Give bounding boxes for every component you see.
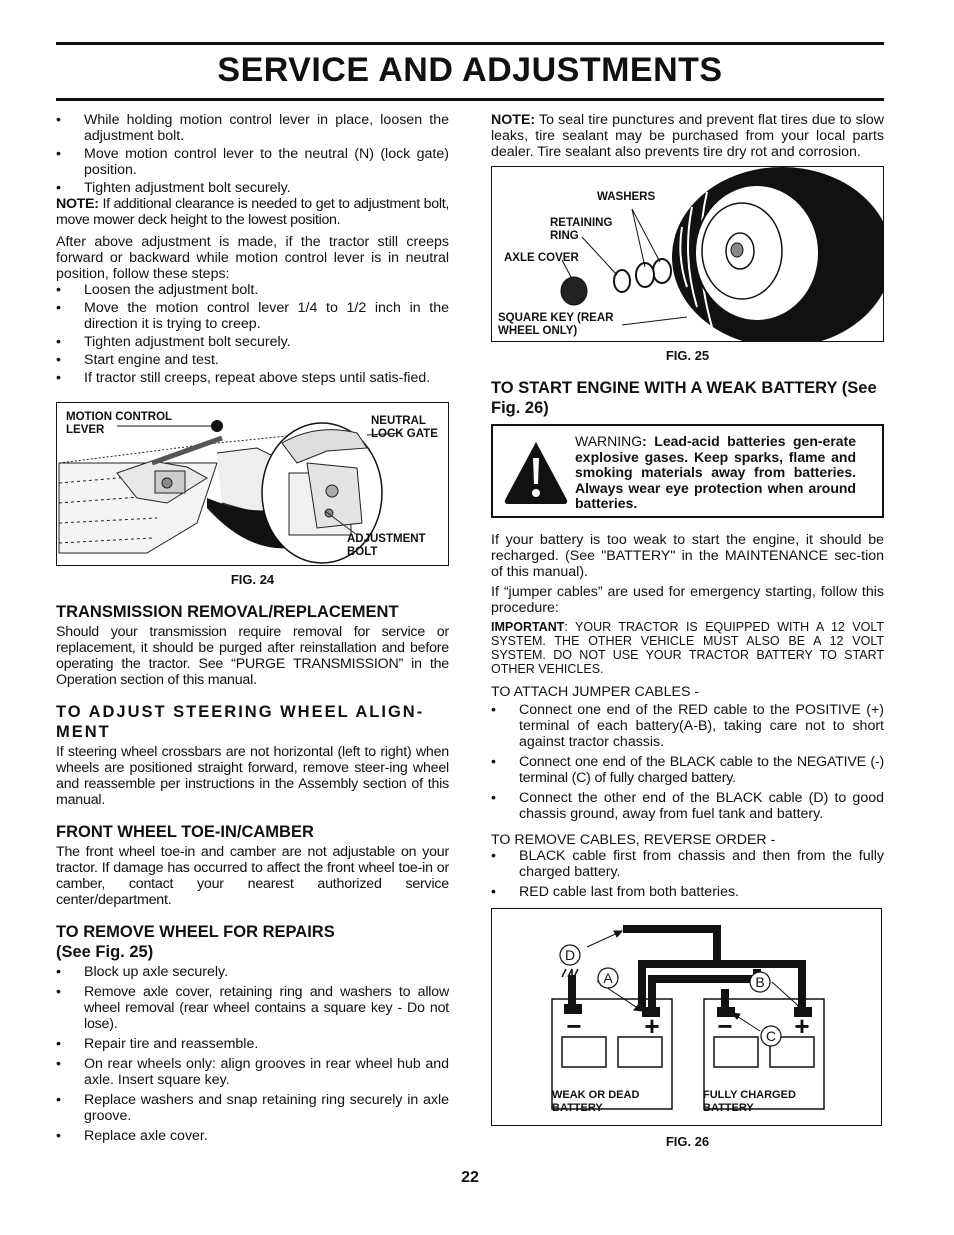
list-item: • Tighten adjustment bolt securely. xyxy=(56,334,449,350)
fig24-caption: FIG. 24 xyxy=(230,572,275,587)
list-item: • Connect the other end of the BLACK cable (D) to good chassis ground, away from fuel tank and battery. xyxy=(491,790,884,822)
left-column xyxy=(56,112,449,1148)
list-item: • Move motion control lever to the neutral (N) (lock gate) position. xyxy=(56,146,449,178)
para-transmission: Should your transmission require removal for service or replacement, it should be purged after reinstallation and before operating the tractor. See “PURGE TRANSMISSION” in the Operation section of this manual. xyxy=(56,624,449,688)
axle-cover xyxy=(561,277,587,305)
fig25-caption: FIG. 25 xyxy=(665,348,710,363)
label-motion-control-lever: MOTION CONTROL LEVER xyxy=(66,411,172,436)
list-item: • Replace axle cover. xyxy=(56,1128,449,1144)
label-neutral-lock-gate: NEUTRAL LOCK GATE xyxy=(371,415,438,440)
para-after-adjust: After above adjustment is made, if the tractor still creeps forward or backward while motion control lever is in neutral position, follow these steps: xyxy=(56,234,449,282)
letter-a: A xyxy=(603,970,613,986)
list-item: • While holding motion control lever in place, loosen the adjustment bolt. xyxy=(56,112,449,144)
para-steering: If steering wheel crossbars are not horizontal (left to right) when wheels are positioned straight forward, remove steer-ing wheel and reassemble per instructions in the Assembly section of this manual. xyxy=(56,744,449,808)
heading-transmission: TRANSMISSION REMOVAL/REPLACEMENT xyxy=(56,603,399,621)
fig25-box xyxy=(491,166,884,342)
heading-toe-in: FRONT WHEEL TOE-IN/CAMBER xyxy=(56,823,314,841)
letter-d: D xyxy=(564,947,576,963)
heading-steering: TO ADJUST STEERING WHEEL ALIGN-MENT xyxy=(56,703,425,741)
fig24-box xyxy=(56,402,449,566)
label-weak-battery: WEAK OR DEAD BATTERY xyxy=(552,1089,640,1114)
warning-icon xyxy=(501,438,571,508)
para-jumper: If “jumper cables” are used for emergency starting, follow this procedure: xyxy=(491,584,884,616)
charged-minus-sign: − xyxy=(717,1011,733,1041)
list-item: • Move the motion control lever 1/4 to 1/2 inch in the direction it is trying to creep. xyxy=(56,300,449,332)
list-item: • Loosen the adjustment bolt. xyxy=(56,282,449,298)
note-tire-sealant: NOTE: To seal tire punctures and prevent flat tires due to slow leaks, tire sealant may be purchased from your local parts dealer. Tire sealant also prevents tire dry rot and corrosion. xyxy=(491,112,884,160)
label-axle-cover: AXLE COVER xyxy=(504,252,579,264)
label-charged-battery: FULLY CHARGED BATTERY xyxy=(703,1089,796,1114)
remove-heading: TO REMOVE CABLES, REVERSE ORDER - xyxy=(491,832,776,848)
weak-plus-sign: + xyxy=(644,1011,660,1041)
label-retaining-ring: RETAINING RING xyxy=(550,217,613,242)
page-number: 22 xyxy=(461,1169,479,1186)
lever-indicator-dot xyxy=(211,420,223,432)
header-rule-bottom xyxy=(56,98,884,101)
warning-text: WARNING: Lead-acid batteries gen-erate explosive gases. Keep sparks, flame and smoking materials away from batteries. Always wear eye protection when around batteries. xyxy=(575,433,856,511)
list-item: • On rear wheels only: align grooves in rear wheel hub and axle. Insert square key. xyxy=(56,1056,449,1088)
attach-heading: TO ATTACH JUMPER CABLES - xyxy=(491,684,700,700)
bullets-steps xyxy=(56,282,449,386)
para-weak-battery: If your battery is too weak to start the engine, it should be recharged. (See "BATTERY" in the MAINTENANCE sec-tion of this manual). xyxy=(491,532,884,580)
charged-plus-sign: + xyxy=(794,1011,810,1041)
list-item: • Remove axle cover, retaining ring and washers to allow wheel removal (rear wheel contains a square key - Do not lose). xyxy=(56,984,449,1032)
right-column xyxy=(491,112,884,1160)
washer-1 xyxy=(653,259,671,283)
label-washers: WASHERS xyxy=(597,191,656,203)
bullets-attach xyxy=(491,702,884,822)
heading-remove-wheel: TO REMOVE WHEEL FOR REPAIRS (See Fig. 25) xyxy=(56,923,335,961)
label-square-key: SQUARE KEY (REAR WHEEL ONLY) xyxy=(498,312,614,337)
important-note: IMPORTANT: YOUR TRACTOR IS EQUIPPED WITH A 12 VOLT SYSTEM. THE OTHER VEHICLE MUST ALSO BE A 12 VOLT SYSTEM. DO NOT USE YOUR TRACTOR BATTERY TO START OTHER VEHICLES. xyxy=(491,620,884,676)
bullets-remove xyxy=(491,848,884,900)
list-item: • Connect one end of the BLACK cable to the NEGATIVE (-) terminal (C) of fully charged battery. xyxy=(491,754,884,786)
note-clearance: NOTE: If additional clearance is needed to get to adjustment bolt, move mower deck height to the lowest position. xyxy=(56,196,449,228)
list-item: • Start engine and test. xyxy=(56,352,449,368)
header-rule-top xyxy=(56,42,884,45)
bullets-top xyxy=(56,112,449,196)
list-item: • Tighten adjustment bolt securely. xyxy=(56,180,449,196)
letter-c: C xyxy=(765,1028,777,1044)
list-item: • If tractor still creeps, repeat above steps until satis-fied. xyxy=(56,370,449,386)
list-item: • Block up axle securely. xyxy=(56,964,449,980)
retaining-ring xyxy=(614,270,630,292)
list-item: • Replace washers and snap retaining ring securely in axle groove. xyxy=(56,1092,449,1124)
letter-b: B xyxy=(755,974,765,990)
page-title: SERVICE AND ADJUSTMENTS xyxy=(217,51,723,89)
warning-box xyxy=(491,424,884,518)
para-toe-in: The front wheel toe-in and camber are not adjustable on your tractor. If damage has occurred to affect the front wheel toe-in or camber, contact your nearest authorized service center/department. xyxy=(56,844,449,908)
fig26-box xyxy=(491,908,882,1126)
list-item: • Connect one end of the RED cable to the POSITIVE (+) terminal of each battery(A-B), taking care not to short against tractor chassis. xyxy=(491,702,884,750)
label-adjustment-bolt: ADJUSTMENT BOLT xyxy=(347,533,426,558)
bullets-wheel xyxy=(56,964,449,1144)
list-item: • Repair tire and reassemble. xyxy=(56,1036,449,1052)
fig26-caption: FIG. 26 xyxy=(665,1134,710,1149)
list-item: • BLACK cable first from chassis and then from the fully charged battery. xyxy=(491,848,884,880)
list-item: • RED cable last from both batteries. xyxy=(491,884,884,900)
weak-minus-sign: − xyxy=(566,1011,582,1041)
heading-weak-battery: TO START ENGINE WITH A WEAK BATTERY (See Fig. 26) xyxy=(491,379,877,417)
